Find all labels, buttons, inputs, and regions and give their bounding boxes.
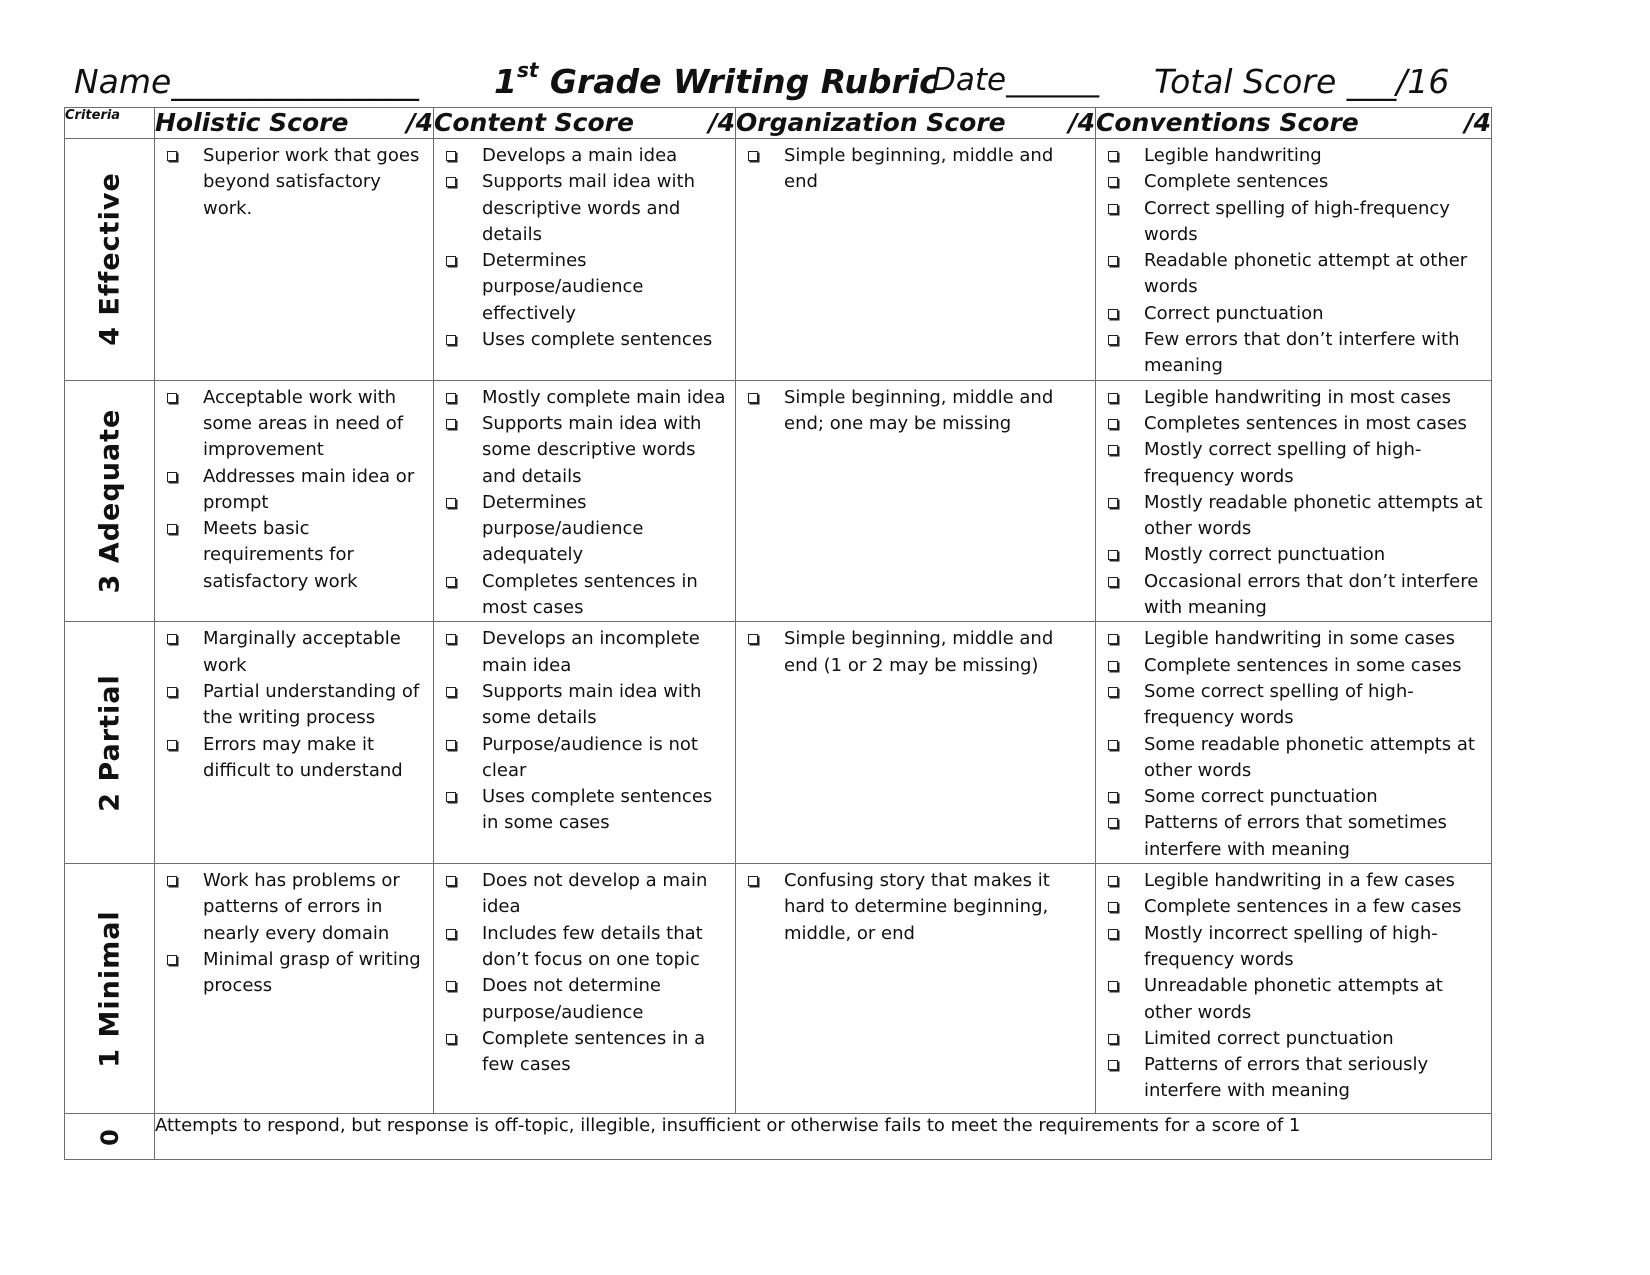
criteria-text: Confusing story that makes it hard to determine beginning, middle, or end xyxy=(784,870,1050,944)
criteria-text: Includes few details that don’t focus on one topic xyxy=(482,922,703,970)
checkbox-icon[interactable] xyxy=(1108,740,1118,750)
page-title xyxy=(494,58,939,101)
total-score-field[interactable]: Total Score ___/16 xyxy=(1154,62,1450,101)
checkbox-icon[interactable] xyxy=(748,151,758,161)
criteria-item xyxy=(446,868,729,921)
criteria-item xyxy=(1108,973,1485,1026)
checkbox-icon[interactable] xyxy=(167,151,177,161)
checkbox-icon[interactable] xyxy=(1108,256,1118,266)
level-label: 1 Minimal xyxy=(94,909,125,1068)
criteria-item xyxy=(1108,1026,1485,1052)
level-cell xyxy=(65,139,155,381)
criteria-item xyxy=(1108,868,1485,894)
checkbox-icon[interactable] xyxy=(1108,550,1118,560)
checkbox-icon[interactable] xyxy=(446,792,456,802)
rubric-cell xyxy=(1096,380,1492,622)
column-header-conventions xyxy=(1096,108,1492,139)
criteria-item xyxy=(446,169,729,248)
criteria-text: Correct spelling of high-frequency words xyxy=(1144,197,1450,245)
criteria-text: Few errors that don’t interfere with meaning xyxy=(1144,329,1460,377)
criteria-item xyxy=(1108,196,1485,249)
criteria-text: Uses complete sentences xyxy=(482,329,713,351)
checkbox-icon[interactable] xyxy=(446,498,456,508)
criteria-item xyxy=(748,626,1089,679)
criteria-text: Complete sentences in a few cases xyxy=(1144,896,1462,918)
checkbox-icon[interactable] xyxy=(167,524,177,534)
checkbox-icon[interactable] xyxy=(1108,498,1118,508)
criteria-text: Mostly correct spelling of high-frequency words xyxy=(1144,439,1422,487)
criteria-item xyxy=(1108,411,1485,437)
column-denominator: /4 xyxy=(1068,108,1095,137)
criteria-text: Supports main idea with some details xyxy=(482,680,702,729)
level-label: 2 Partial xyxy=(94,673,125,812)
criteria-item xyxy=(1108,143,1485,169)
criteria-item xyxy=(1108,921,1485,974)
criteria-item xyxy=(446,248,729,327)
column-denominator: /4 xyxy=(406,108,433,137)
rubric-cell xyxy=(434,380,736,622)
criteria-item xyxy=(1108,569,1485,622)
rubric-cell xyxy=(434,864,736,1114)
criteria-text: Some correct punctuation xyxy=(1144,786,1378,808)
checkbox-icon[interactable] xyxy=(1108,151,1118,161)
checkbox-icon[interactable] xyxy=(748,876,758,886)
checkbox-icon[interactable] xyxy=(1108,792,1118,802)
checkbox-icon[interactable] xyxy=(446,929,456,939)
criteria-item xyxy=(1108,626,1485,652)
checkbox-icon[interactable] xyxy=(446,740,456,750)
criteria-item xyxy=(167,464,427,517)
criteria-item xyxy=(167,626,427,679)
criteria-list xyxy=(736,139,1095,196)
criteria-item xyxy=(167,679,427,732)
criteria-text: Some correct spelling of high-frequency words xyxy=(1144,680,1414,729)
criteria-text: Occasional errors that don’t interfere with meaning xyxy=(1144,570,1479,619)
criteria-text: Superior work that goes beyond satisfactory work. xyxy=(203,145,420,219)
criteria-text: Minimal grasp of writing process xyxy=(203,948,421,997)
title-text: Grade Writing Rubric xyxy=(538,62,939,101)
checkbox-icon[interactable] xyxy=(748,393,758,403)
criteria-text: Unreadable phonetic attempts at other words xyxy=(1144,975,1443,1023)
criteria-text: Mostly readable phonetic attempts at other words xyxy=(1144,491,1483,540)
rubric-cell xyxy=(736,864,1096,1114)
checkbox-icon[interactable] xyxy=(1108,577,1118,587)
criteria-list xyxy=(736,864,1095,947)
rubric-cell xyxy=(155,139,434,381)
criteria-text: Complete sentences xyxy=(1144,171,1329,193)
criteria-text: Does not develop a main idea xyxy=(482,870,708,918)
title-number: 1 xyxy=(494,62,517,101)
rubric-row-zero xyxy=(65,1114,1492,1160)
checkbox-icon[interactable] xyxy=(1108,177,1118,187)
checkbox-icon[interactable] xyxy=(1108,1034,1118,1044)
checkbox-icon[interactable] xyxy=(446,256,456,266)
criteria-text: Marginally acceptable work xyxy=(203,628,401,676)
column-label: Content Score xyxy=(434,108,634,137)
checkbox-icon[interactable] xyxy=(1108,335,1118,345)
column-denominator: /4 xyxy=(708,108,735,137)
criteria-text: Work has problems or patterns of errors in nearly every domain xyxy=(203,870,400,944)
rubric-row xyxy=(65,864,1492,1114)
criteria-list xyxy=(1096,622,1491,863)
criteria-text: Readable phonetic attempt at other words xyxy=(1144,250,1468,298)
criteria-list xyxy=(1096,381,1491,622)
rubric-cell xyxy=(1096,139,1492,381)
criteria-list xyxy=(155,622,433,784)
criteria-item xyxy=(748,868,1089,947)
criteria-item xyxy=(1108,301,1485,327)
criteria-item xyxy=(446,569,729,622)
criteria-list xyxy=(155,139,433,222)
criteria-item xyxy=(748,385,1089,438)
column-header-organization xyxy=(736,108,1096,139)
column-denominator: /4 xyxy=(1464,108,1491,137)
criteria-item xyxy=(446,385,729,411)
rubric-row xyxy=(65,622,1492,864)
rubric-cell xyxy=(736,380,1096,622)
criteria-item xyxy=(1108,810,1485,863)
criteria-item xyxy=(446,490,729,569)
checkbox-icon[interactable] xyxy=(1108,902,1118,912)
criteria-text: Determines purpose/audience effectively xyxy=(482,250,644,324)
level-label: 4 Effective xyxy=(94,172,125,347)
criteria-item xyxy=(446,327,729,353)
criteria-item xyxy=(167,143,427,222)
criteria-text: Partial understanding of the writing process xyxy=(203,680,420,729)
checkbox-icon[interactable] xyxy=(167,740,177,750)
criteria-item xyxy=(1108,327,1485,380)
criteria-text: Correct punctuation xyxy=(1144,302,1324,324)
checkbox-icon[interactable] xyxy=(1108,204,1118,214)
criteria-text: Acceptable work with some areas in need of improvement xyxy=(203,386,404,461)
rubric-cell xyxy=(1096,622,1492,864)
criteria-text: Addresses main idea or prompt xyxy=(203,465,415,513)
criteria-item xyxy=(446,921,729,974)
header-row xyxy=(65,108,1492,139)
criteria-text: Legible handwriting in a few cases xyxy=(1144,870,1455,892)
rubric-header xyxy=(74,58,1494,104)
checkbox-icon[interactable] xyxy=(446,1034,456,1044)
criteria-item xyxy=(446,1026,729,1079)
column-header-holistic xyxy=(155,108,434,139)
criteria-list xyxy=(155,864,433,999)
checkbox-icon[interactable] xyxy=(1108,1060,1118,1070)
level-cell xyxy=(65,1114,155,1160)
criteria-item xyxy=(1108,385,1485,411)
checkbox-icon[interactable] xyxy=(446,634,456,644)
checkbox-icon[interactable] xyxy=(748,634,758,644)
criteria-text: Uses complete sentences in some cases xyxy=(482,786,713,834)
criteria-text: Complete sentences in some cases xyxy=(1144,654,1462,676)
criteria-item xyxy=(167,385,427,464)
checkbox-icon[interactable] xyxy=(446,419,456,429)
level-cell xyxy=(65,864,155,1114)
criteria-item xyxy=(748,143,1089,196)
checkbox-icon[interactable] xyxy=(1108,661,1118,671)
checkbox-icon[interactable] xyxy=(167,687,177,697)
checkbox-icon[interactable] xyxy=(446,393,456,403)
column-header-content xyxy=(434,108,736,139)
rubric-cell xyxy=(434,622,736,864)
criteria-item xyxy=(1108,784,1485,810)
criteria-text: Complete sentences in a few cases xyxy=(482,1027,706,1076)
rubric-cell xyxy=(155,380,434,622)
checkbox-icon[interactable] xyxy=(167,955,177,965)
criteria-text: Completes sentences in most cases xyxy=(1144,412,1467,434)
rubric-row xyxy=(65,380,1492,622)
criteria-text: Patterns of errors that seriously interfere with meaning xyxy=(1144,1054,1429,1102)
criteria-text: Mostly correct punctuation xyxy=(1144,544,1386,566)
checkbox-icon[interactable] xyxy=(1108,929,1118,939)
rubric-cell xyxy=(736,139,1096,381)
checkbox-icon[interactable] xyxy=(1108,981,1118,991)
criteria-item xyxy=(1108,542,1485,568)
rubric-cell xyxy=(1096,864,1492,1114)
checkbox-icon[interactable] xyxy=(446,335,456,345)
rubric-table xyxy=(64,107,1492,1160)
checkbox-icon[interactable] xyxy=(1108,419,1118,429)
rubric-cell xyxy=(434,139,736,381)
criteria-item xyxy=(1108,894,1485,920)
checkbox-icon[interactable] xyxy=(167,472,177,482)
checkbox-icon[interactable] xyxy=(167,634,177,644)
criteria-list xyxy=(736,381,1095,438)
criteria-list xyxy=(155,381,433,595)
criteria-text: Determines purpose/audience adequately xyxy=(482,491,644,566)
level-cell xyxy=(65,380,155,622)
criteria-item xyxy=(1108,732,1485,785)
criteria-text: Mostly incorrect spelling of high-frequency words xyxy=(1144,922,1438,970)
checkbox-icon[interactable] xyxy=(446,876,456,886)
level-label: 0 xyxy=(95,1127,124,1146)
criteria-text: Does not determine purpose/audience xyxy=(482,975,661,1023)
criteria-label: Criteria xyxy=(65,108,155,139)
checkbox-icon[interactable] xyxy=(167,393,177,403)
criteria-item xyxy=(1108,1052,1485,1105)
checkbox-icon[interactable] xyxy=(446,687,456,697)
criteria-item xyxy=(167,868,427,947)
checkbox-icon[interactable] xyxy=(1108,818,1118,828)
criteria-item xyxy=(446,732,729,785)
title-superscript: st xyxy=(516,58,539,82)
criteria-text: Develops a main idea xyxy=(482,145,678,166)
criteria-text: Meets basic requirements for satisfactory work xyxy=(203,518,358,592)
rubric-body xyxy=(65,139,1492,1160)
criteria-item xyxy=(167,516,427,595)
criteria-item xyxy=(167,947,427,1000)
level-label: 3 Adequate xyxy=(94,408,125,594)
criteria-list xyxy=(736,622,1095,679)
criteria-item xyxy=(446,973,729,1026)
level-cell xyxy=(65,622,155,864)
criteria-list xyxy=(434,381,735,622)
criteria-list xyxy=(434,139,735,353)
column-label: Organization Score xyxy=(736,108,1006,137)
criteria-list xyxy=(1096,139,1491,380)
criteria-text: Some readable phonetic attempts at other words xyxy=(1144,733,1475,781)
rubric-cell xyxy=(155,864,434,1114)
criteria-item xyxy=(446,411,729,490)
checkbox-icon[interactable] xyxy=(446,177,456,187)
criteria-list xyxy=(434,622,735,836)
criteria-item xyxy=(1108,248,1485,301)
criteria-text: Legible handwriting xyxy=(1144,145,1322,166)
name-field[interactable]: Name_______________ xyxy=(74,62,419,101)
criteria-text: Simple beginning, middle and end; one may be missing xyxy=(784,386,1054,434)
zero-description: Attempts to respond, but response is off-topic, illegible, insufficient or otherwise fails to meet the requirements for a score of 1 xyxy=(155,1114,1492,1160)
rubric-cell xyxy=(155,622,434,864)
rubric-cell xyxy=(736,622,1096,864)
checkbox-icon[interactable] xyxy=(1108,445,1118,455)
criteria-text: Purpose/audience is not clear xyxy=(482,733,698,781)
criteria-text: Supports main idea with some descriptive words and details xyxy=(482,412,702,487)
criteria-item xyxy=(167,732,427,785)
criteria-text: Legible handwriting in some cases xyxy=(1144,628,1456,650)
criteria-text: Limited correct punctuation xyxy=(1144,1027,1394,1049)
checkbox-icon[interactable] xyxy=(1108,309,1118,319)
checkbox-icon[interactable] xyxy=(1108,876,1118,886)
checkbox-icon[interactable] xyxy=(446,981,456,991)
checkbox-icon[interactable] xyxy=(1108,634,1118,644)
criteria-text: Legible handwriting in most cases xyxy=(1144,386,1452,408)
criteria-item xyxy=(446,143,729,169)
criteria-item xyxy=(1108,169,1485,195)
criteria-list xyxy=(434,864,735,1078)
criteria-item xyxy=(446,784,729,837)
column-label: Conventions Score xyxy=(1096,108,1359,137)
date-field[interactable]: Date______ xyxy=(932,62,1100,98)
criteria-text: Develops an incomplete main idea xyxy=(482,628,700,676)
checkbox-icon[interactable] xyxy=(167,876,177,886)
criteria-item xyxy=(446,626,729,679)
criteria-text: Simple beginning, middle and end xyxy=(784,145,1054,193)
checkbox-icon[interactable] xyxy=(1108,687,1118,697)
column-label: Holistic Score xyxy=(155,108,349,137)
criteria-text: Supports mail idea with descriptive words and details xyxy=(482,171,695,245)
checkbox-icon[interactable] xyxy=(446,577,456,587)
criteria-item xyxy=(1108,437,1485,490)
criteria-text: Errors may make it difficult to understand xyxy=(203,733,403,781)
checkbox-icon[interactable] xyxy=(446,151,456,161)
criteria-item xyxy=(446,679,729,732)
criteria-text: Simple beginning, middle and end (1 or 2 may be missing) xyxy=(784,628,1054,676)
rubric-row xyxy=(65,139,1492,381)
criteria-text: Completes sentences in most cases xyxy=(482,570,698,619)
criteria-item xyxy=(1108,653,1485,679)
criteria-text: Patterns of errors that sometimes interfere with meaning xyxy=(1144,812,1447,860)
criteria-item xyxy=(1108,679,1485,732)
criteria-list xyxy=(1096,864,1491,1105)
criteria-item xyxy=(1108,490,1485,543)
criteria-text: Mostly complete main idea xyxy=(482,386,726,408)
checkbox-icon[interactable] xyxy=(1108,393,1118,403)
